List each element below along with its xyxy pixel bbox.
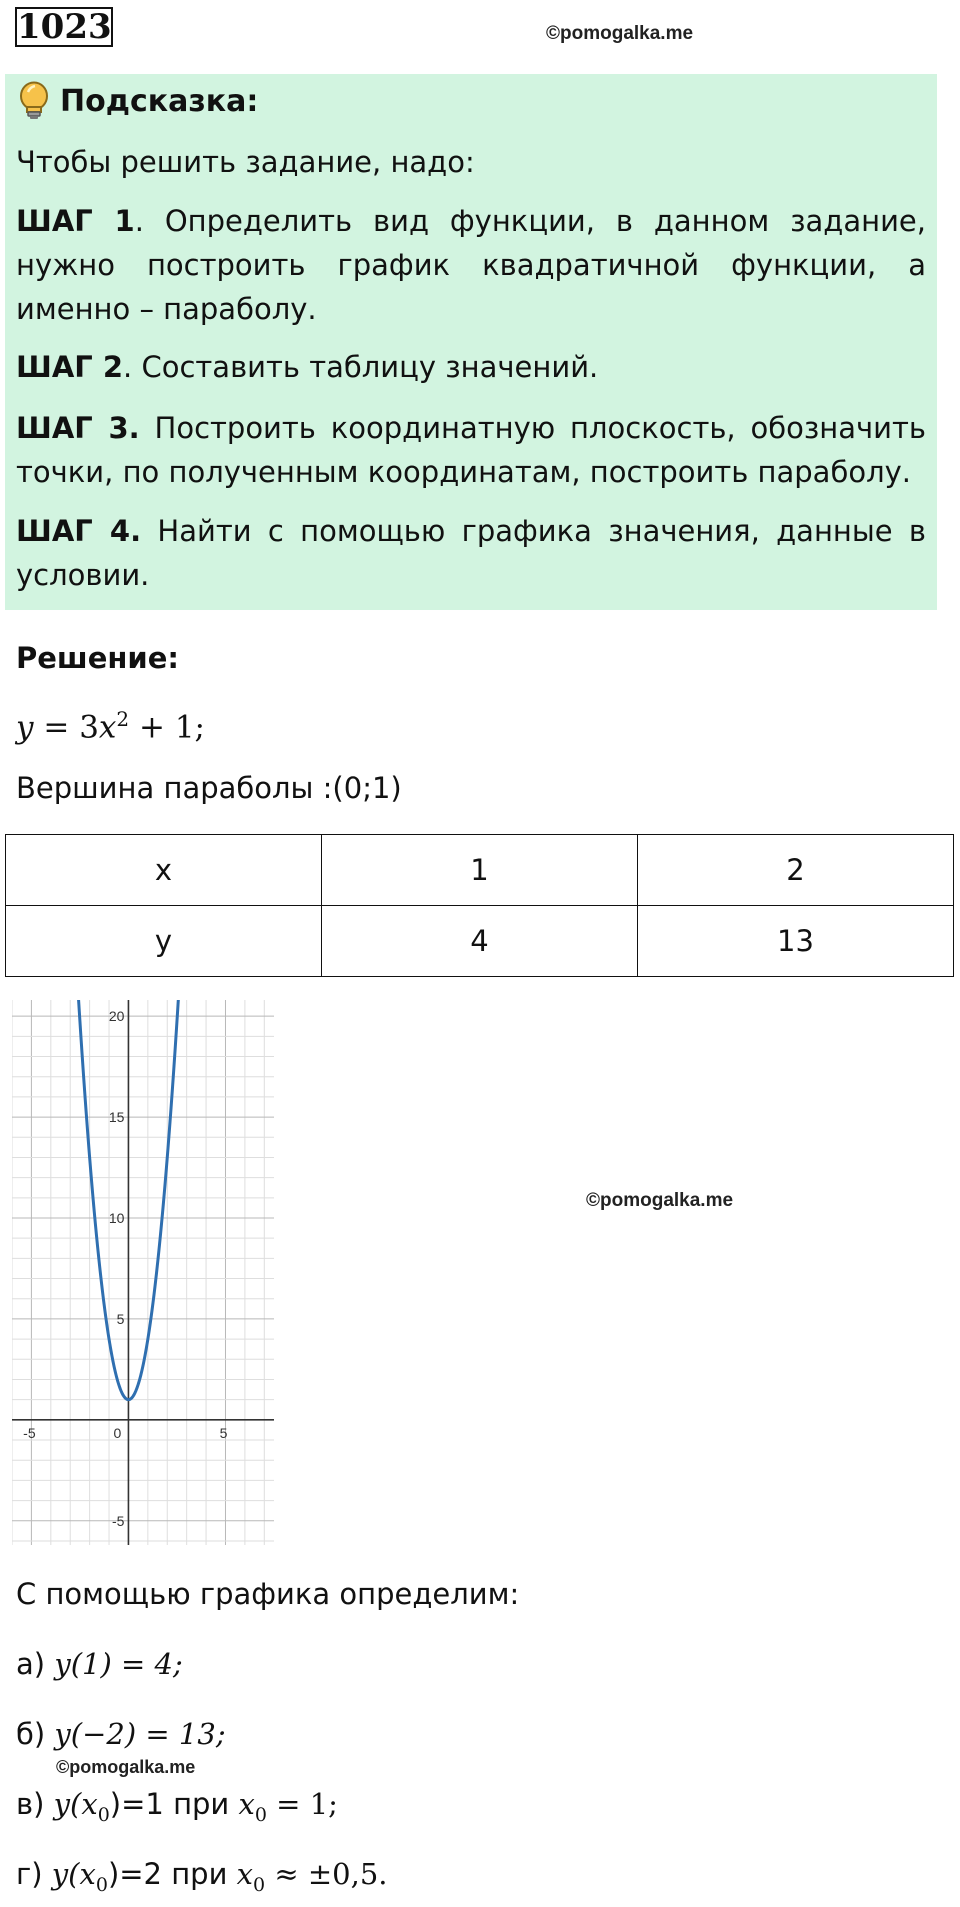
hint-step-3 <box>16 406 926 494</box>
answer-sub: 0 <box>97 1803 110 1826</box>
table-cell: x <box>6 835 322 906</box>
step-text: Найти с помощью графика значения, данные в условии. <box>16 514 926 592</box>
answer-prefix: в) <box>16 1787 54 1821</box>
x-tick-label: -5 <box>23 1424 36 1441</box>
step-text: . Определить вид функции, в данном задание, нужно построить график квадратичной функции, а именно – параболу. <box>16 204 926 326</box>
y-tick-label: -5 <box>111 1512 125 1529</box>
conclusion-intro: С помощью графика определим: <box>16 1577 520 1611</box>
answer-expr: y(1) = 4; <box>54 1647 183 1681</box>
answer-tail: ≈ ±0,5. <box>265 1857 388 1891</box>
answer-g <box>16 1852 926 1907</box>
vertex-text: Вершина параболы :(0;1) <box>16 771 402 805</box>
answer-prefix: а) <box>16 1647 55 1681</box>
hint-step-1 <box>16 199 926 331</box>
table-row <box>6 906 954 977</box>
answer-expr: y(−2) = 13; <box>54 1717 226 1751</box>
answer-b <box>16 1712 926 1756</box>
eq-rest: + 1; <box>129 709 205 746</box>
lightbulb-icon <box>16 80 52 122</box>
eq-lhs: y <box>16 709 34 746</box>
parabola-graph <box>12 1000 274 1545</box>
step-label: ШАГ 1 <box>16 204 135 238</box>
step-text: Построить координатную плоскость, обозначить точки, по полученным координатам, построить параболу. <box>16 411 926 489</box>
equation <box>16 697 926 749</box>
answer-a <box>16 1642 926 1686</box>
watermark: ©pomogalka.me <box>546 23 694 44</box>
answer-mid: )=2 при <box>107 1857 237 1891</box>
hint-step-2 <box>16 345 926 389</box>
answer-sub: 0 <box>254 1803 267 1826</box>
hint-step-4 <box>16 509 926 597</box>
answer-v <box>16 1782 926 1837</box>
eq-var: x <box>98 709 117 746</box>
answer-sub: 0 <box>95 1873 108 1896</box>
table-row <box>6 835 954 906</box>
x-tick-label: 5 <box>219 1424 228 1441</box>
step-label: ШАГ 4. <box>16 514 142 548</box>
table-cell: 4 <box>322 906 638 977</box>
answer-var: x <box>236 1857 254 1891</box>
answer-fn: y(x <box>51 1857 96 1891</box>
solution-title: Решение: <box>16 641 180 675</box>
eq-exp: 2 <box>116 707 130 731</box>
hint-intro: Чтобы решить задание, надо: <box>16 145 475 179</box>
answers-watermark: ©pomogalka.me <box>56 1757 196 1777</box>
answer-prefix: г) <box>16 1857 52 1891</box>
x-tick-label: 0 <box>113 1424 122 1441</box>
task-number: 1023 <box>17 7 112 47</box>
answer-sub: 0 <box>253 1873 266 1896</box>
table-cell: 13 <box>638 906 954 977</box>
graph-watermark: ©pomogalka.me <box>586 1190 734 1211</box>
answer-fn: y(x <box>53 1787 98 1821</box>
step-text: . Составить таблицу значений. <box>123 350 599 384</box>
answer-prefix: б) <box>16 1717 55 1751</box>
table-cell: 1 <box>322 835 638 906</box>
answer-mid: )=1 при <box>109 1787 239 1821</box>
step-label: ШАГ 2 <box>16 350 124 384</box>
y-tick-label: 5 <box>116 1310 125 1327</box>
table-cell: 2 <box>638 835 954 906</box>
answer-var: x <box>238 1787 255 1821</box>
y-tick-label: 20 <box>108 1008 125 1025</box>
y-tick-label: 10 <box>108 1210 125 1226</box>
step-label: ШАГ 3. <box>16 411 140 445</box>
hint-title: Подсказка: <box>60 84 259 119</box>
values-table <box>5 834 954 977</box>
answer-tail: = 1; <box>266 1787 338 1821</box>
y-tick-label: 15 <box>108 1109 125 1126</box>
eq-eq: = 3 <box>33 709 99 746</box>
table-cell: y <box>6 906 322 977</box>
